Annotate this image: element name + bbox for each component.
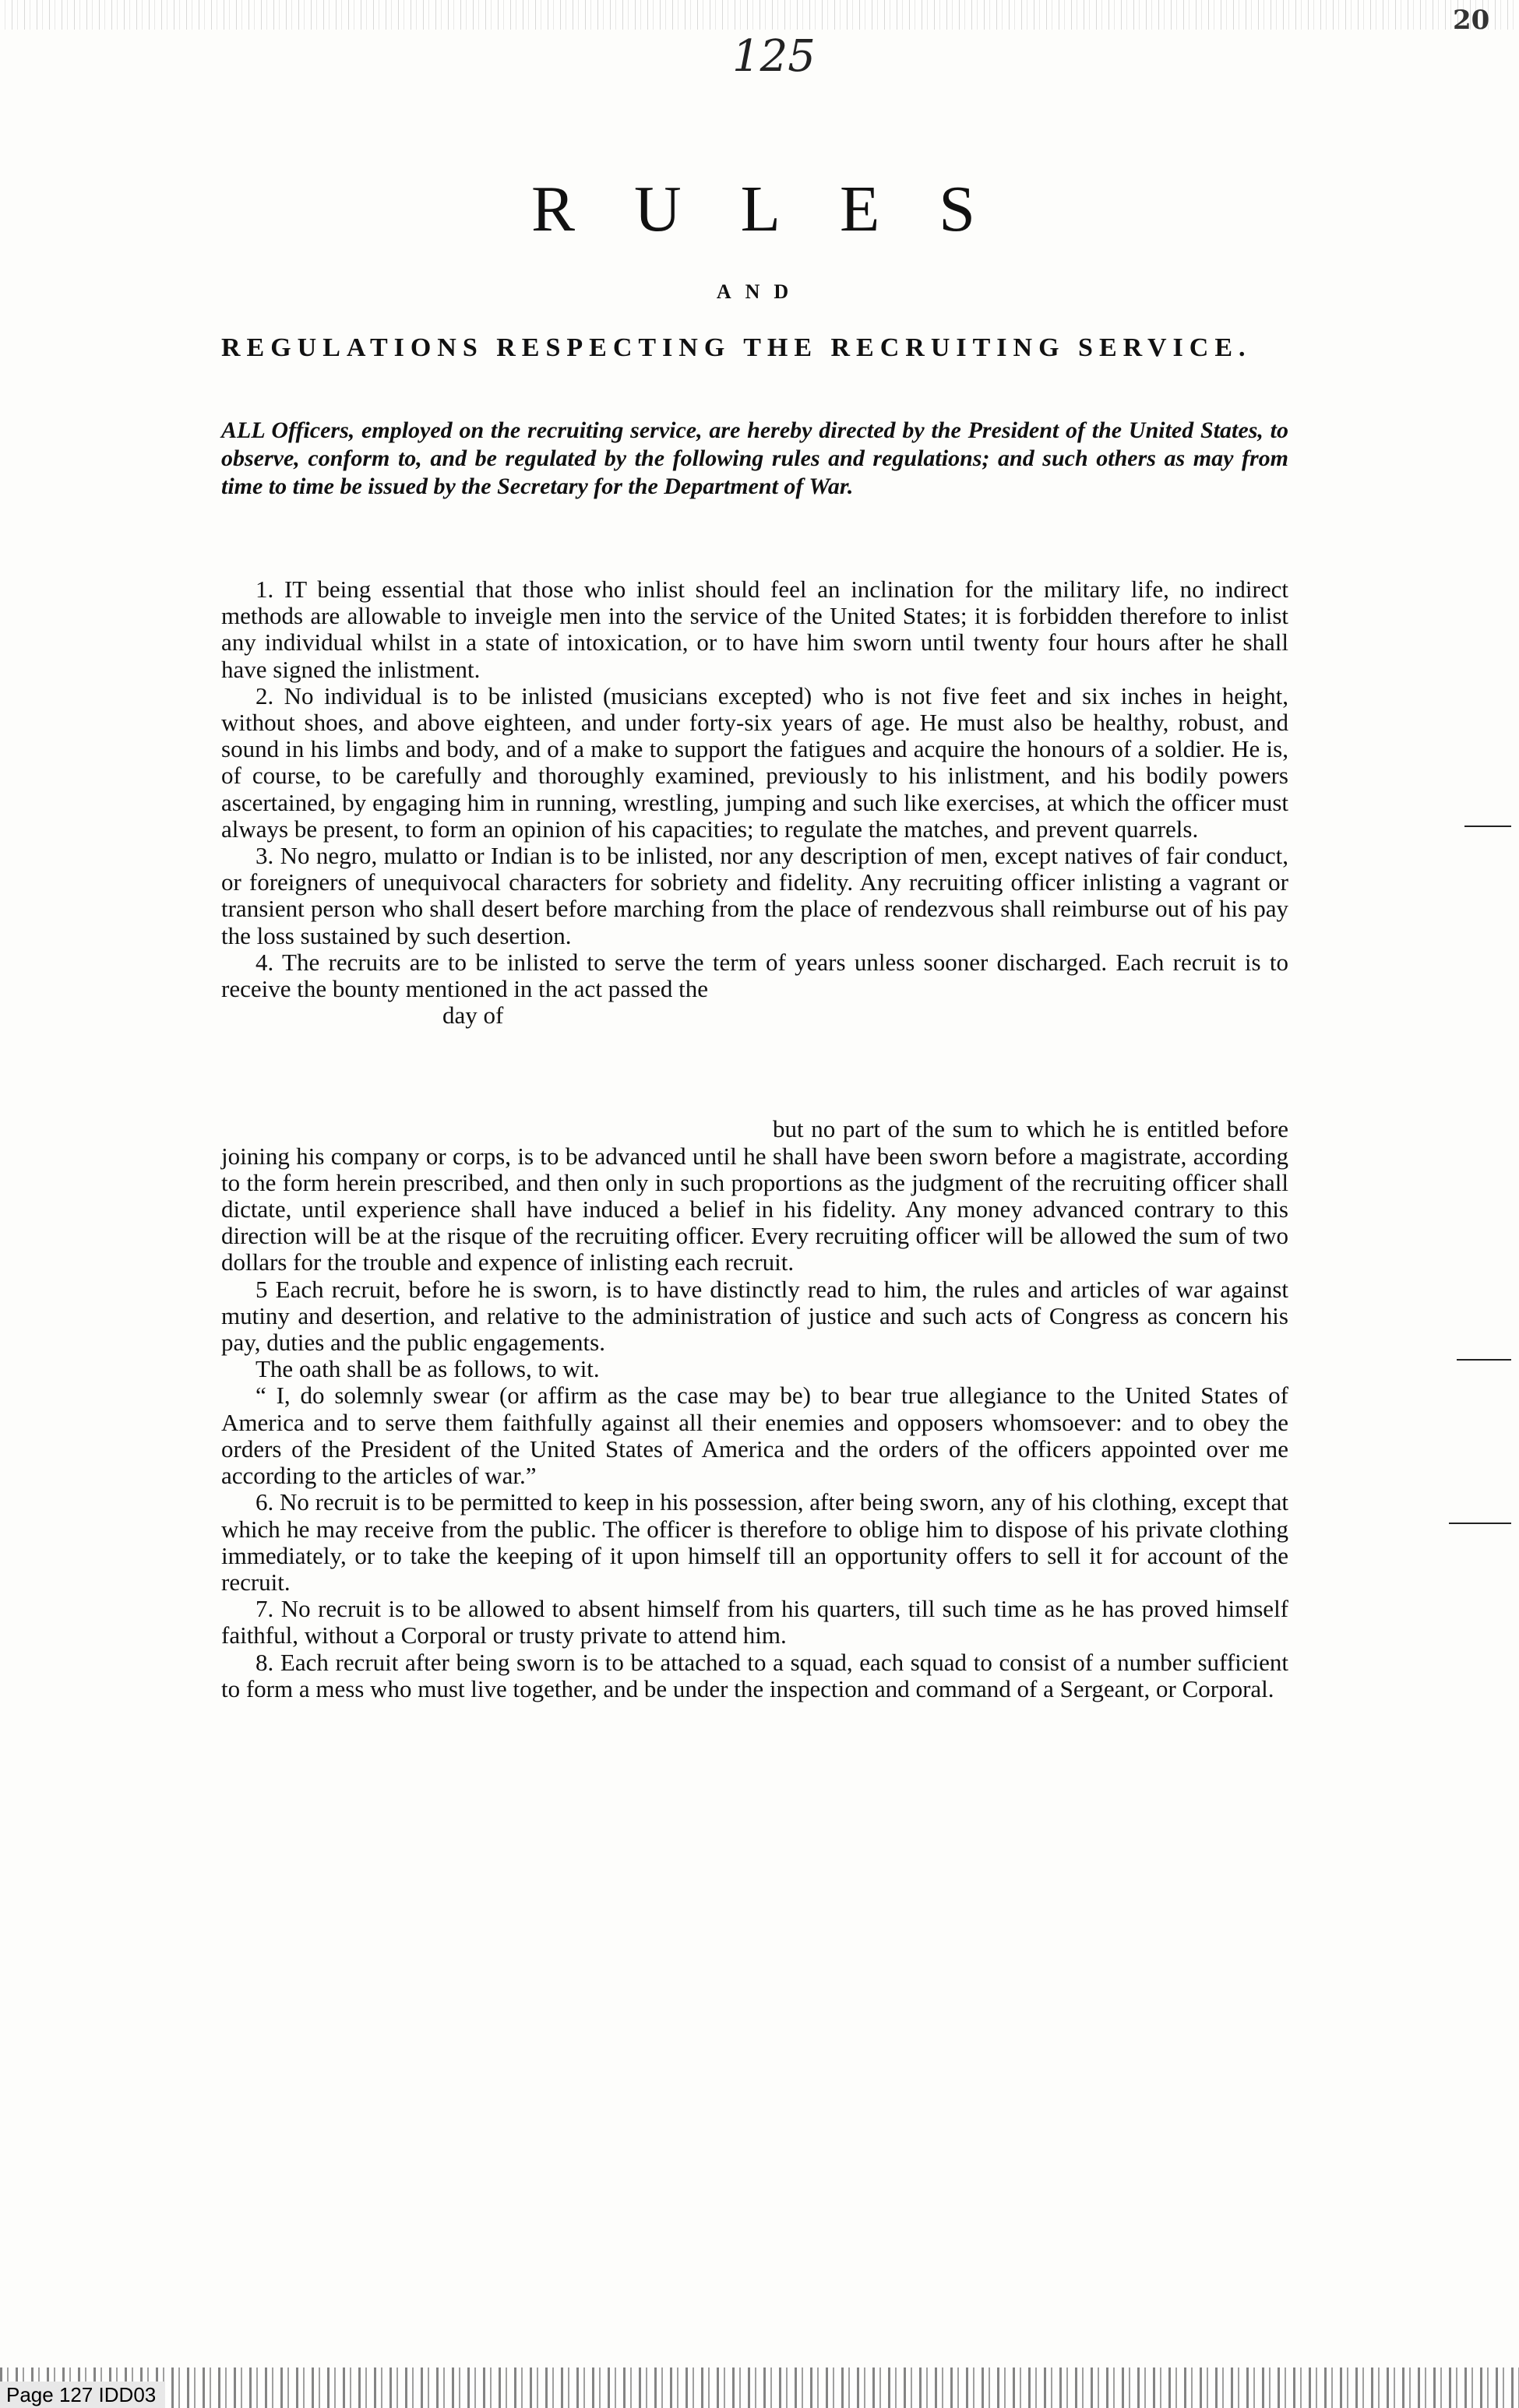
document-title: RULES xyxy=(530,173,1035,245)
rule-5: 5 Each recruit, before he is sworn, is to have distinctly read to him, the rules and articles of war against mutiny and desertion, and relative to the administration of justice and such acts of Congress as concern his pay, duties and the public engagements. xyxy=(221,1275,1288,1357)
page-footer-label: Page 127 IDD03 xyxy=(0,2382,165,2408)
oath-text: “ I, do solemnly swear (or affirm as the case may be) to bear true allegiance to the United States of America and to serve them faithfully against all their enemies and opposers whomsoever: and to obey the orders of the President of the United States of America and the orders of the officers appointed over me according to the articles of war.” xyxy=(221,1382,1288,1490)
rule-4-part-2: but no part of the sum to which he is entitled before joining his company or corps, is to be advanced until he shall have been sworn before a magistrate, according to the form herein prescribed, and then only in such proportions as the judgment of the recruiting officer shall dictate, until experience shall have induced a belief in his fidelity. Any money advanced contrary to this direction will be at the risque of the recruiting officer. Every recruiting officer will be allowed the sum of two dollars for the trouble and expence of inlisting each recruit. xyxy=(221,1115,1288,1276)
rules-body xyxy=(221,576,1288,1702)
rule-4-day-of: day of xyxy=(442,1002,504,1030)
oath-intro: The oath shall be as follows, to wit. xyxy=(256,1355,600,1383)
rule-4-part-1: 4. The recruits are to be inlisted to serve the term of years unless sooner discharged. Each recruit is to receive the bounty mentioned in the act passed the xyxy=(221,948,1288,1003)
rule-1: 1. IT being essential that those who inlist should feel an inclination for the military life, no indirect methods are allowable to inveigle men into the service of the United States; it is forbidden therefore to inlist any individual whilst in a state of intoxication, or to have him sworn until twenty four hours after he shall have signed the inlistment. xyxy=(221,576,1288,683)
rule-8: 8. Each recruit after being sworn is to be attached to a squad, each squad to consist of a number sufficient to form a mess who must live together, and be under the inspection and command of a Sergeant, or Corporal. xyxy=(221,1648,1288,1702)
rule-3: 3. No negro, mulatto or Indian is to be inlisted, nor any description of men, except natives of fair conduct, or foreigners of unequivocal characters for sobriety and fidelity. Any recruiting officer inlisting a vagrant or transient person who shall desert before marching from the place of rendezvous shall reimburse out of his pay the loss sustained by such desertion. xyxy=(221,842,1288,949)
blank-space xyxy=(221,1029,1288,1116)
rule-7: 7. No recruit is to be allowed to absent himself from his quarters, till such time as he has proved himself faithful, without a Corporal or trusty private to attend him. xyxy=(221,1595,1288,1649)
scan-noise-top xyxy=(0,0,1519,30)
scan-noise-bottom xyxy=(0,2368,1519,2408)
corner-number: 20 xyxy=(1453,5,1490,36)
document-subtitle: REGULATIONS RESPECTING THE RECRUITING SERVICE. xyxy=(221,333,1252,362)
title-connector: AND xyxy=(716,280,803,303)
rule-2: 2. No individual is to be inlisted (musicians excepted) who is not five feet and six inches in height, without shoes, and above eighteen, and under forty-six years of age. He must also be healthy, robust, and sound in his limbs and body, and of a make to support the fatigues and acquire the honours of a soldier. He is, of course, to be carefully and thoroughly examined, previously to his inlistment, and his bodily powers ascertained, by engaging him in running, wrestling, jumping and such like exercises, at which the officer must always be present, to form an opinion of his capacities; to regulate the matches, and prevent quarrels. xyxy=(221,681,1288,843)
handwritten-folio-number: 125 xyxy=(732,31,816,82)
edge-mark xyxy=(1457,1359,1511,1361)
preamble-paragraph: ALL Officers, employed on the recruiting service, are hereby directed by the President of the United States, to observe, conform to, and be regulated by the following rules and regulations; and such others as may from time to time be issued by the Secretary for the Department of War. xyxy=(221,417,1288,499)
rule-6: 6. No recruit is to be permitted to keep in his possession, after being sworn, any of his clothing, except that which he may receive from the public. The officer is therefore to oblige him to dispose of his private clothing immediately, or to take the keeping of it upon himself till an opportunity offers to sell it for account of the recruit. xyxy=(221,1488,1288,1596)
edge-mark xyxy=(1449,1523,1511,1524)
edge-mark xyxy=(1464,826,1511,827)
